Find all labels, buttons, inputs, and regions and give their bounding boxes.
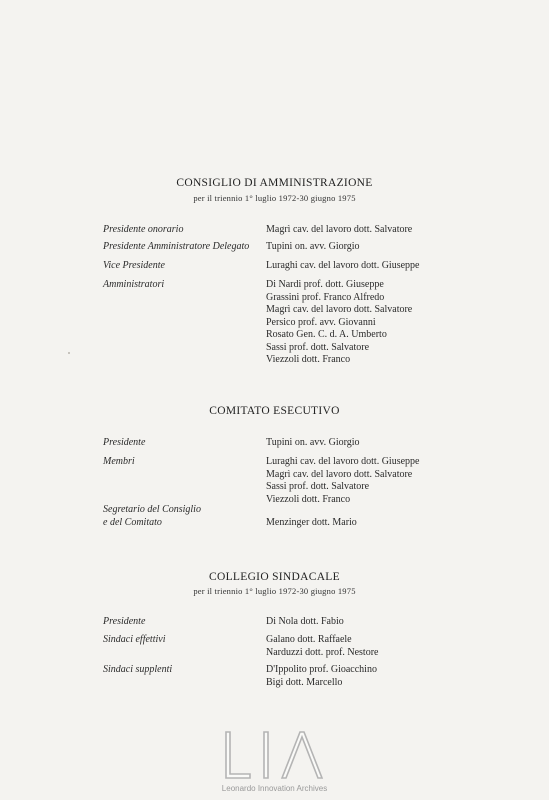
name-line: Sassi prof. dott. Salvatore [266,341,370,353]
name-line: Di Nardi prof. dott. Giuseppe [266,279,384,290]
role-presidente-amministratore: Presidente Amministratore Delegato [103,241,250,252]
name-line: Di Nola dott. Fabio [266,616,344,627]
name-line: Magrì cav. del lavoro dott. Salvatore [266,224,413,235]
scan-speck [68,352,70,354]
lia-logo-mark [220,728,330,786]
name-line: Magrì cav. del lavoro dott. Salvatore [266,304,413,315]
names-presidente-comitato [266,437,360,450]
lia-logo [0,728,549,786]
name-line: Sassi prof. dott. Salvatore [266,481,370,492]
name-line: Tupini on. avv. Giorgio [266,241,360,252]
role-presidente-comitato: Presidente [103,437,146,448]
section-subtitle-collegio: per il triennio 1° luglio 1972-30 giugno 1975 [193,586,356,596]
role-line: Segretario del Consiglio [103,504,201,515]
name-line: Rosato Gen. C. d. A. Umberto [266,329,387,340]
names-membri [266,456,419,506]
name-line: Grassini prof. Franco Alfredo [266,291,385,303]
name-line: Viezzoli dott. Franco [266,493,351,505]
names-presidente-onorario [266,224,412,237]
lia-caption: Leonardo Innovation Archives [221,784,328,793]
name-line: Luraghi cav. del lavoro dott. Giuseppe [266,456,420,467]
names-presidente-collegio [266,616,344,629]
role-line: e del Comitato [103,516,162,528]
names-segretario [266,517,357,530]
name-line: Luraghi cav. del lavoro dott. Giuseppe [266,260,420,271]
name-line: Narduzzi dott. prof. Nestore [266,646,379,658]
section-title-consiglio: CONSIGLIO DI AMMINISTRAZIONE [176,177,373,189]
name-line: Bigi dott. Marcello [266,676,343,688]
name-line: Menzinger dott. Mario [266,517,357,528]
role-membri: Membri [103,456,135,467]
role-presidente-collegio: Presidente [103,616,146,627]
role-vice-presidente: Vice Presidente [103,260,165,271]
role-sindaci-supplenti: Sindaci supplenti [103,664,173,675]
section-subtitle-consiglio: per il triennio 1° luglio 1972-30 giugno 1975 [193,193,356,203]
name-line: Tupini on. avv. Giorgio [266,437,360,448]
names-vice-presidente [266,260,419,273]
names-sindaci-supplenti [266,664,377,689]
name-line: Persico prof. avv. Giovanni [266,316,376,328]
name-line: Magrì cav. del lavoro dott. Salvatore [266,468,413,480]
name-line: Viezzoli dott. Franco [266,354,351,365]
names-presidente-amministratore [266,241,360,254]
role-presidente-onorario: Presidente onorario [103,224,184,235]
name-line: D'Ippolito prof. Gioacchino [266,664,377,675]
section-title-collegio: COLLEGIO SINDACALE [209,571,340,583]
names-amministratori [266,279,412,367]
section-title-comitato: COMITATO ESECUTIVO [209,405,340,417]
role-segretario [103,504,201,529]
names-sindaci-effettivi [266,634,378,659]
role-sindaci-effettivi: Sindaci effettivi [103,634,166,645]
role-amministratori: Amministratori [103,279,165,290]
name-line: Galano dott. Raffaele [266,634,352,645]
